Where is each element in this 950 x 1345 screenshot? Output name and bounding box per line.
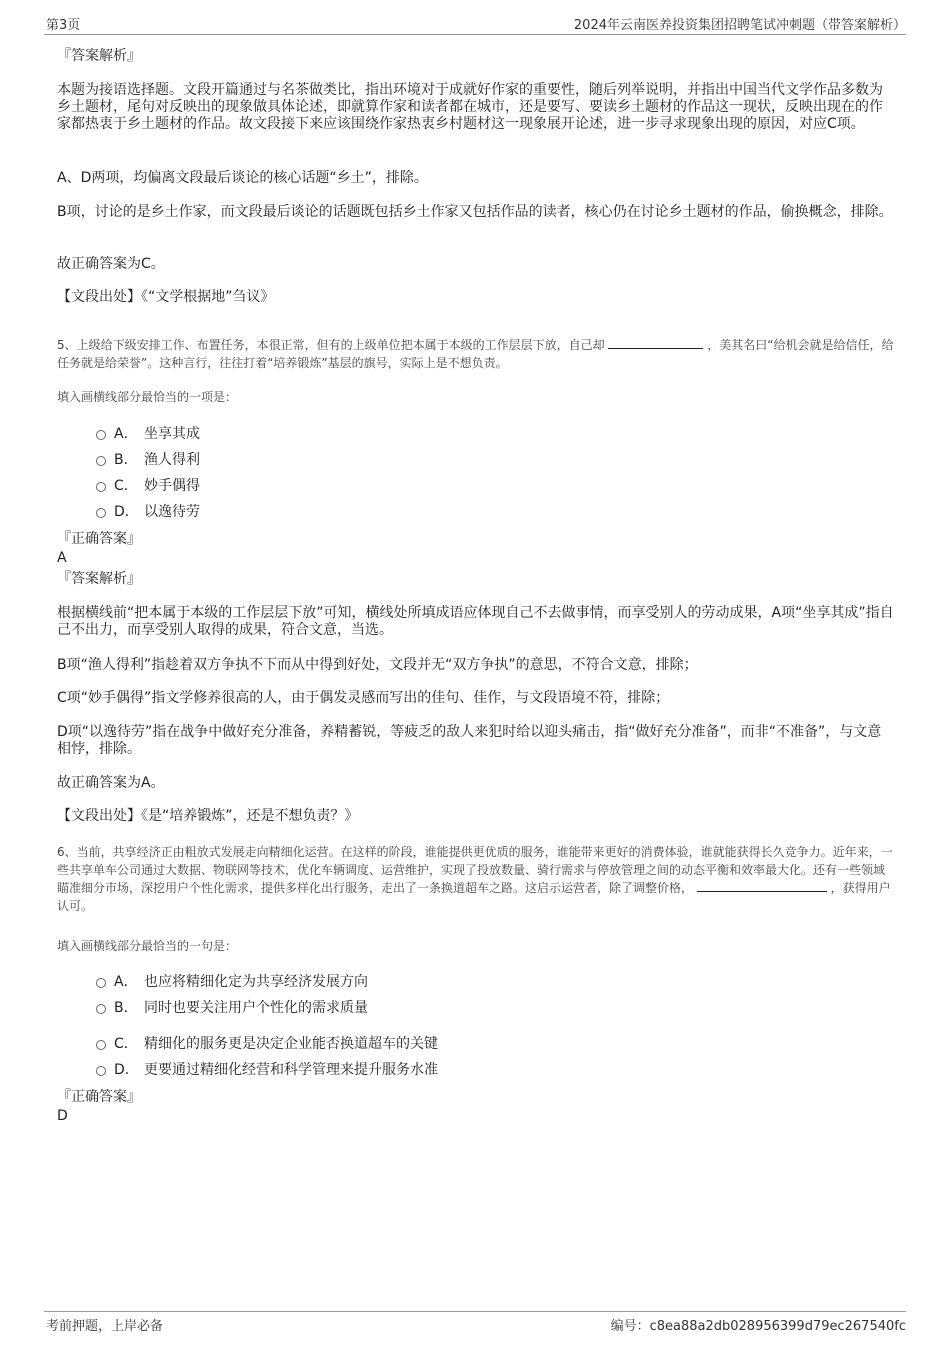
radio-icon[interactable] [96, 482, 106, 492]
q5-analysis-p2: B项“渔人得利”指趁着双方争执不下而从中得到好处，文段并无“双方争执”的意思，不符合文意，排除； [57, 657, 698, 673]
q5-analysis-p1: 根据横线前“把本属于本级的工作层层下放”可知，横线处所填成语应体现自己不去做事情，而享受别人的劳动成果，A项“坐享其成”指自己不出力，而享受别人取得的成果，符合文意，当选。 [57, 605, 894, 638]
q6-option-a[interactable]: A． 也应将精细化定为共享经济发展方向 [96, 972, 368, 992]
q5-stem-part-b: ，美其名曰“给机会就是给信任，给任务就是给荣誉”。这种言行，往往打着“培养锻炼”基层的旗号，实际上是不想负责。 [57, 338, 894, 370]
q6-answer: D [57, 1108, 68, 1124]
q5-stem [57, 336, 895, 372]
q5-prompt: 填入画横线部分最恰当的一项是： [57, 390, 238, 404]
page-number: 第3页 [46, 18, 81, 33]
q4-analysis-p2: A、D两项，均偏离文段最后谈论的核心话题“乡土”，排除。 [57, 170, 428, 186]
radio-icon[interactable] [96, 430, 106, 440]
q5-analysis-label: 『答案解析』 [57, 571, 141, 587]
q6-answer-label: 『正确答案』 [57, 1089, 141, 1105]
document-title: 2024年云南医养投资集团招聘笔试冲刺题（带答案解析） [573, 18, 906, 33]
radio-icon[interactable] [96, 1040, 106, 1050]
q4-analysis-p1: 本题为接语选择题。文段开篇通过与名茶做类比，指出环境对于成就好作家的重要性，随后列举说明，并指出中国当代文学作品多数为乡土题材，尾句对反映出的现象做具体论述，即就算作家和读者都在城市，还是要写、要读乡土题材的作品这一现状，反映出现在的作家都热衷于乡土题材的作品。故文段接下来应该围绕作家热衷乡村题材这一现象展开论述，进一步寻求现象出现的原因，对应C项。 [57, 82, 883, 132]
q4-analysis-p3: B项，讨论的是乡土作家，而文段最后谈论的话题既包括乡土作家又包括作品的读者，核心仍在讨论乡土题材的作品，偷换概念，排除。 [57, 204, 893, 220]
q5-option-c[interactable]: C． 妙手偶得 [96, 476, 200, 496]
radio-icon[interactable] [96, 1066, 106, 1076]
q5-answer: A [57, 550, 67, 566]
page-header [44, 12, 906, 35]
q6-stem-part-a: 6、当前，共享经济正由粗放式发展走向精细化运营。在这样的阶段，谁能提供更优质的服务，谁能带来更好的消费体验，谁就能获得长久竞争力。近年来，一些共享单车公司通过大数据、物联网等技术，优化车辆调度、运营维护，实现了投放数量、骑行需求与停放管理之间的动态平衡和效率最大化。还有一些领域瞄准细分市场，深挖用户个性化需求，提供多样化出行服务，走出了一条换道超车之路。这启示运营者，除了调整价格， [57, 845, 893, 895]
q5-analysis-p3: C项“妙手偶得”指文学修养很高的人，由于偶发灵感而写出的佳句、佳作，与文段语境不符，排除； [57, 690, 670, 706]
q5-option-a[interactable]: A． 坐享其成 [96, 424, 200, 444]
page-footer [44, 1311, 906, 1336]
q6-stem [57, 843, 895, 915]
footer-slogan: 考前押题，上岸必备 [46, 1319, 164, 1334]
q5-answer-label: 『正确答案』 [57, 531, 141, 547]
q6-option-d[interactable]: D． 更要通过精细化经营和科学管理来提升服务水准 [96, 1060, 438, 1080]
q4-source: 【文段出处】《“文学根据地”刍议》 [57, 289, 275, 305]
q5-source: 【文段出处】《是“培养锻炼”，还是不想负责？》 [57, 808, 359, 824]
radio-icon[interactable] [96, 508, 106, 518]
q5-option-b[interactable]: B． 渔人得利 [96, 450, 200, 470]
q6-option-b[interactable]: B． 同时也要关注用户个性化的需求质量 [96, 998, 368, 1018]
q6-option-c[interactable]: C． 精细化的服务更是决定企业能否换道超车的关键 [96, 1034, 438, 1054]
q6-stem-part-b: ，获得用户认可。 [57, 881, 891, 913]
document-id: 编号：c8ea88a2db028956399d79ec267540fc [610, 1319, 906, 1334]
q6-answer-blank [697, 879, 827, 892]
q5-answer-blank [608, 336, 703, 349]
q4-analysis-p4: 故正确答案为C。 [57, 256, 165, 272]
q5-option-d[interactable]: D． 以逸待劳 [96, 502, 200, 522]
radio-icon[interactable] [96, 456, 106, 466]
radio-icon[interactable] [96, 1004, 106, 1014]
q6-prompt: 填入画横线部分最恰当的一句是： [57, 939, 238, 953]
q5-stem-part-a: 5、上级给下级安排工作、布置任务，本很正常，但有的上级单位把本属于本级的工作层层下放，自己却 [57, 338, 605, 352]
q4-analysis-label: 『答案解析』 [57, 48, 141, 64]
radio-icon[interactable] [96, 978, 106, 988]
q5-analysis-p5: 故正确答案为A。 [57, 775, 165, 791]
q5-analysis-p4: D项“以逸待劳”指在战争中做好充分准备，养精蓄锐，等疲乏的敌人来犯时给以迎头痛击，指“做好充分准备”，而非“不准备”，与文意相悖，排除。 [57, 724, 882, 757]
